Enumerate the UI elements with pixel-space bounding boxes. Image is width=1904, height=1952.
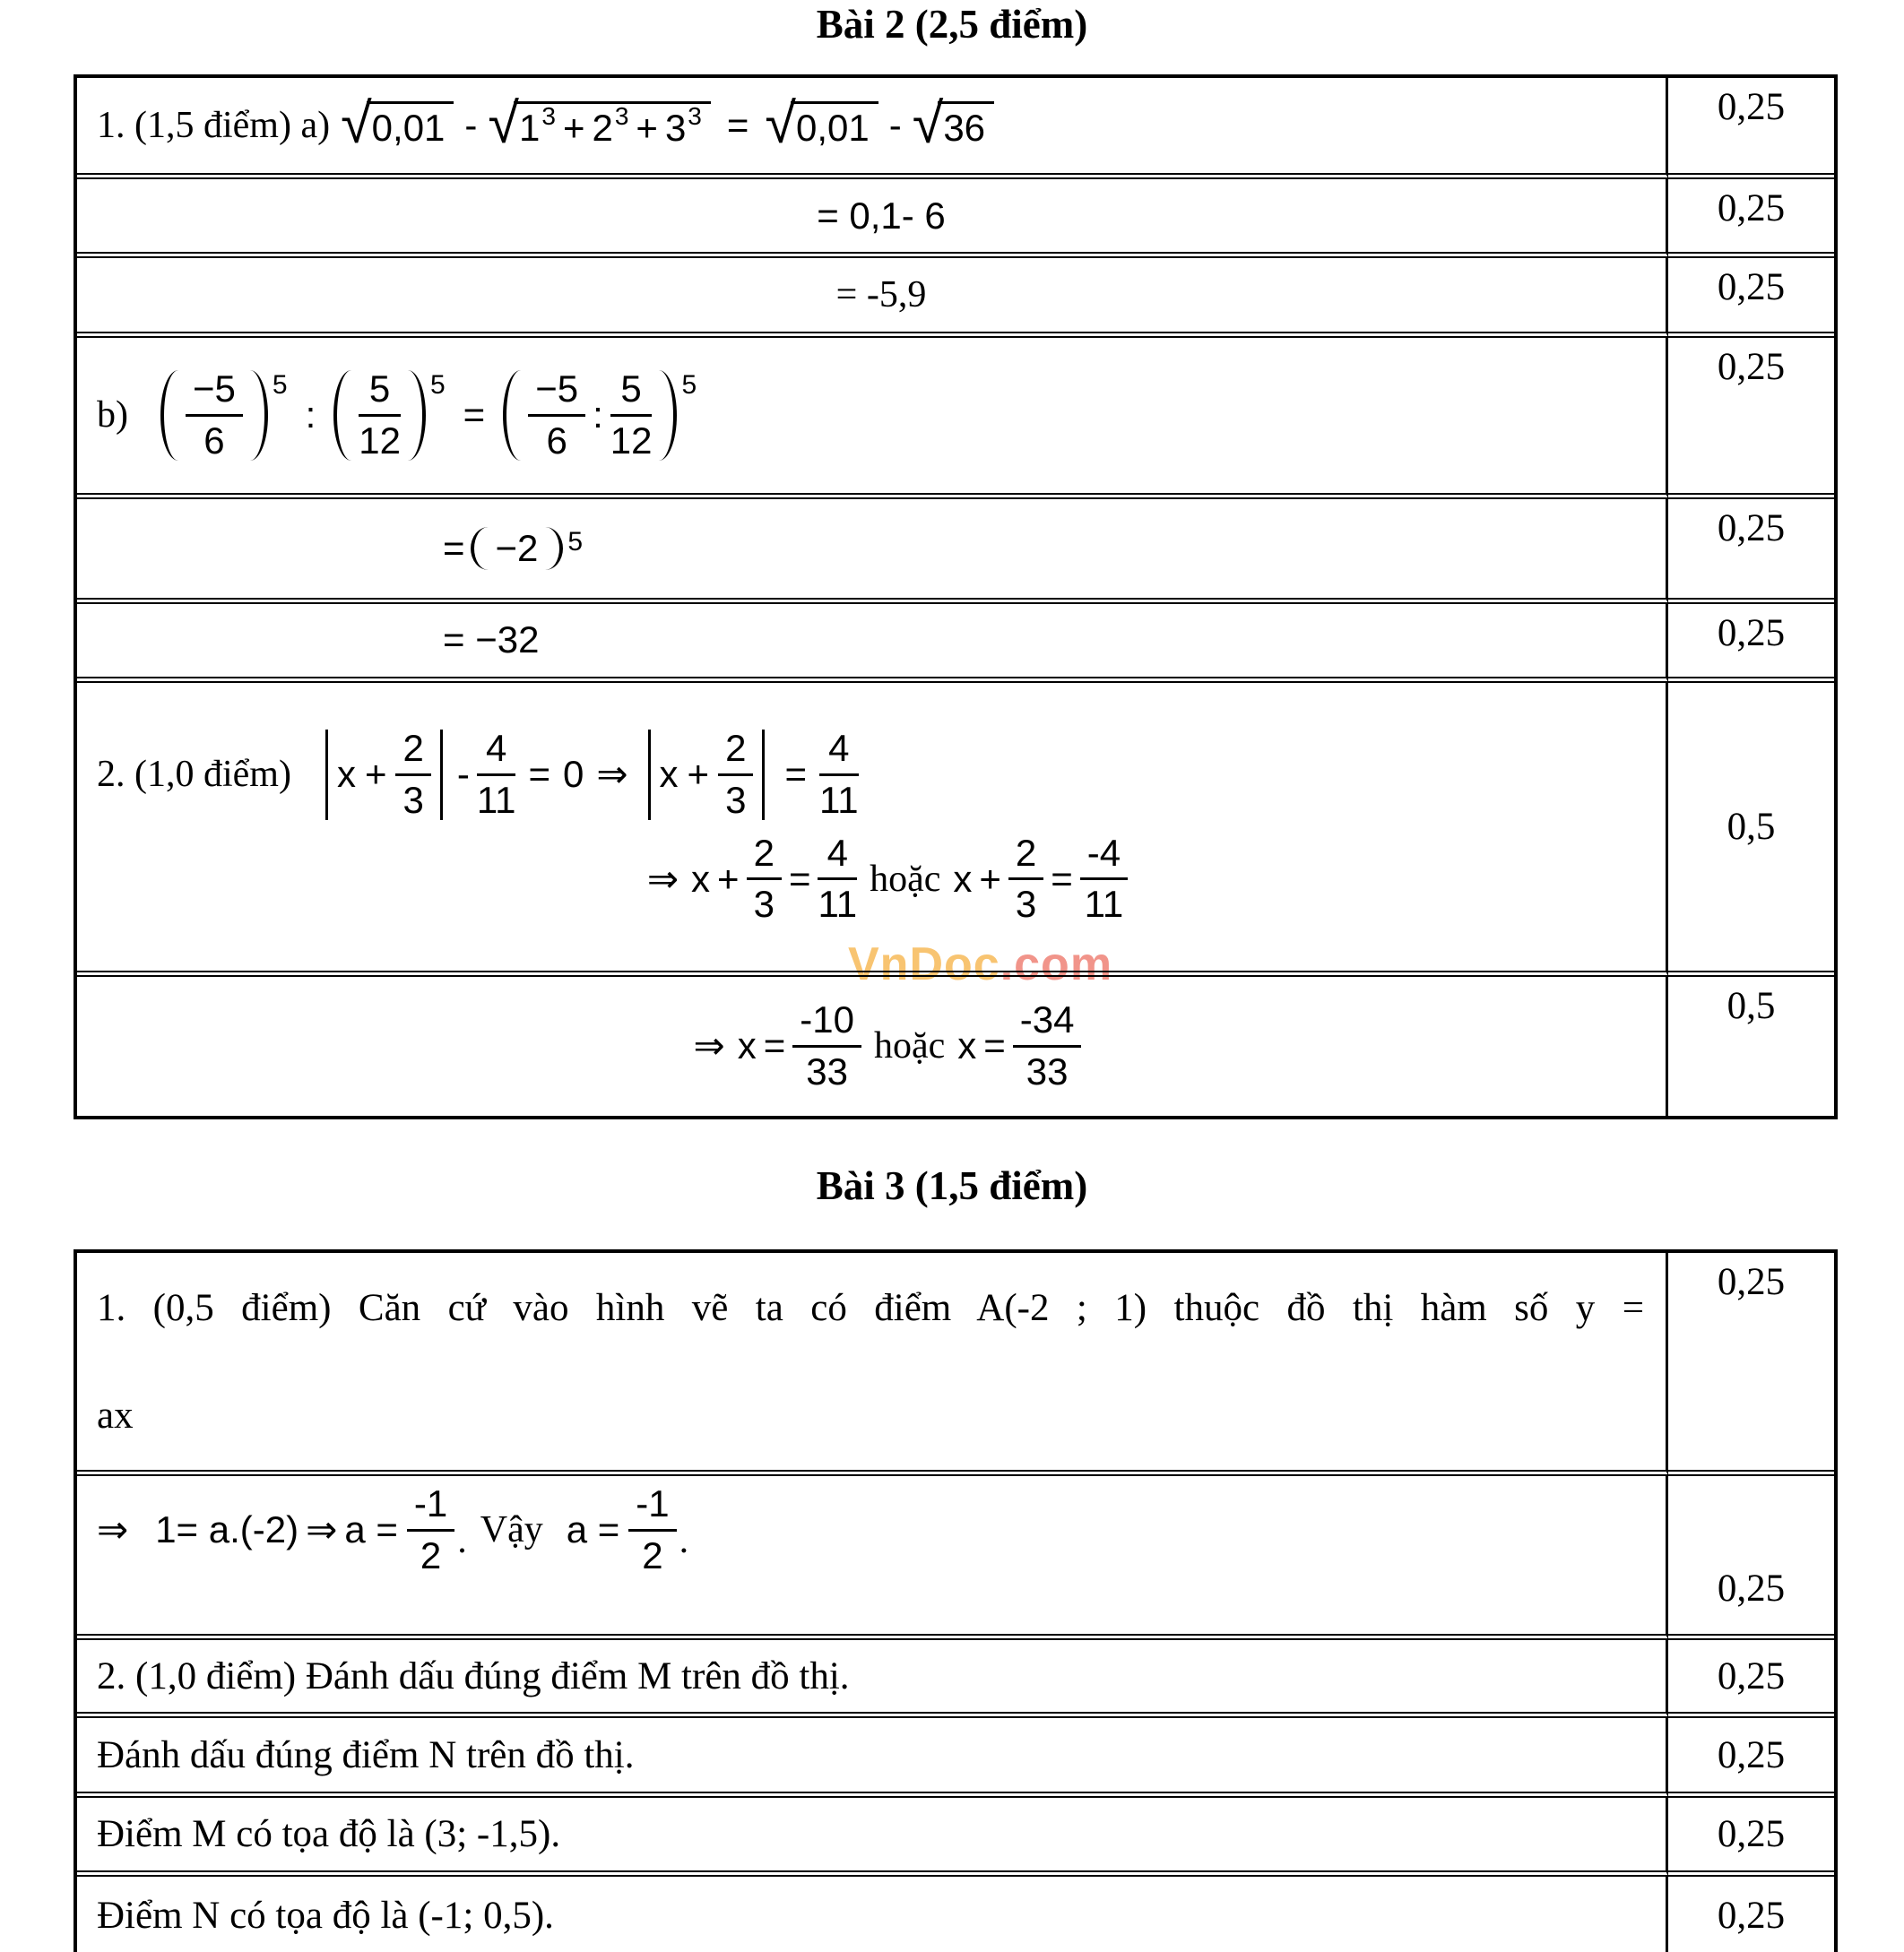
- math-line: [97, 1476, 1666, 1576]
- sqrt-expression: [912, 91, 994, 155]
- fraction-numerator: −5: [535, 367, 579, 410]
- score-cell: 0,25: [1668, 338, 1834, 499]
- math-line: [443, 618, 1666, 661]
- answer-text-line1: 1. (0,5 điểm) Căn cứ vào hình vẽ ta có điểm A(-2 ; 1) thuộc đồ thị hàm số y =: [97, 1287, 1644, 1329]
- math-line: [97, 726, 1666, 821]
- variable: x: [659, 753, 679, 796]
- fraction: [628, 1482, 676, 1576]
- plus-operator: +: [636, 106, 658, 149]
- fraction: [476, 726, 516, 821]
- fraction: [1013, 998, 1082, 1093]
- implies-arrow: ⇒: [646, 857, 679, 900]
- score-cell: 0,25: [1668, 499, 1834, 604]
- score-cell: 0,25: [1668, 1798, 1834, 1877]
- zero-value: 0: [562, 753, 584, 796]
- exponent: 3: [688, 101, 702, 130]
- fraction-denominator: 12: [359, 414, 401, 461]
- fraction-denominator: 3: [395, 773, 430, 820]
- fraction-numerator: 5: [620, 367, 642, 410]
- paren-group: [471, 527, 584, 570]
- divide-operator: :: [593, 393, 603, 436]
- minus-operator: -: [888, 103, 902, 146]
- answer-cell: [77, 977, 1668, 1116]
- table-row: [77, 1798, 1834, 1877]
- table-row: [77, 179, 1834, 258]
- score-cell: 0,25: [1668, 604, 1834, 683]
- answer-cell: Điểm N có tọa độ là (-1; 0,5).: [77, 1877, 1668, 1952]
- paren-group: [503, 367, 697, 462]
- bai2-answer-table: [74, 74, 1838, 1119]
- row-label: 1. (1,5 điểm) a): [97, 104, 331, 146]
- table-row: [77, 1253, 1834, 1476]
- implies-arrow: ⇒: [693, 1024, 725, 1067]
- fraction: [1080, 831, 1128, 926]
- abs-bar-icon: [762, 730, 765, 820]
- table-row: [77, 258, 1834, 338]
- answer-cell: [77, 1253, 1668, 1476]
- fraction-numerator: 4: [485, 726, 507, 769]
- abs-bar-icon: [325, 730, 328, 820]
- fraction-numerator: -10: [800, 998, 854, 1041]
- score-cell: 0,25: [1668, 1253, 1834, 1476]
- sqrt-expression: [341, 91, 454, 155]
- math-line: [97, 998, 1666, 1093]
- table-row: [77, 1640, 1834, 1718]
- table-row: [77, 78, 1834, 179]
- sqrt-expression: [488, 91, 710, 155]
- or-word: hoặc: [870, 858, 941, 900]
- equation-text: = -5,9: [835, 274, 927, 315]
- table-row: [77, 683, 1834, 977]
- radical-icon: √: [341, 91, 372, 155]
- equals-operator: =: [463, 393, 486, 436]
- row-label: 2. (1,0 điểm): [97, 754, 291, 796]
- table-row: [77, 604, 1834, 683]
- equals-operator: =: [983, 1024, 1006, 1067]
- math-line: [97, 367, 1666, 462]
- answer-cell: [77, 604, 1668, 683]
- fraction-numerator: -1: [413, 1482, 448, 1524]
- score-cell: 0,25: [1668, 78, 1834, 179]
- variable: x: [691, 857, 711, 900]
- math-line: [97, 91, 1666, 155]
- radical-icon: √: [488, 91, 519, 155]
- equation-text: a =: [344, 1508, 398, 1551]
- watermark-vndoc: VnDoc: [848, 938, 1000, 990]
- minus-operator: -: [464, 103, 478, 146]
- paren-group: [160, 367, 288, 462]
- group-exponent: 5: [681, 370, 697, 401]
- or-word: hoặc: [873, 1025, 946, 1067]
- equals-operator: =: [788, 857, 811, 900]
- answer-cell: [77, 338, 1668, 499]
- score-cell: 0,5: [1727, 985, 1776, 1027]
- fraction-denominator: 6: [186, 414, 243, 461]
- left-paren-icon: [160, 370, 178, 461]
- fraction-numerator: 5: [368, 367, 391, 410]
- abs-bar-icon: [648, 730, 651, 820]
- fraction-numerator: 4: [827, 831, 848, 874]
- fraction-denominator: 11: [819, 773, 859, 820]
- fraction-numerator: 4: [828, 726, 850, 769]
- radical-icon: √: [765, 91, 796, 155]
- fraction: [792, 998, 861, 1093]
- variable: x: [336, 753, 356, 796]
- answer-cell: [77, 78, 1668, 179]
- table-row: [77, 1476, 1834, 1640]
- answer-text-line2: ax: [97, 1395, 134, 1437]
- left-paren-icon: [333, 370, 351, 461]
- fraction-denominator: 11: [477, 773, 516, 820]
- base-value: −2: [495, 526, 539, 569]
- abs-bar-icon: [440, 730, 443, 820]
- plus-operator: +: [717, 857, 740, 900]
- fraction-numerator: -1: [636, 1482, 670, 1524]
- answer-cell: [77, 683, 1668, 977]
- equation-text: = −32: [443, 618, 540, 661]
- equals-operator: =: [443, 526, 465, 569]
- exponent: 3: [541, 101, 556, 130]
- sqrt-expression: [765, 91, 878, 155]
- bai2-title: Bài 2 (2,5 điểm): [816, 2, 1088, 47]
- equation-text: a =: [566, 1508, 620, 1551]
- period: .: [679, 1520, 689, 1562]
- fraction: [610, 367, 653, 462]
- right-paren-icon: [545, 527, 563, 570]
- abs-group: [325, 726, 443, 821]
- term: 3: [664, 106, 687, 149]
- radicand: 0,01: [367, 101, 454, 150]
- fraction-denominator: 11: [818, 877, 857, 924]
- right-paren-icon: [659, 370, 677, 461]
- fraction-denominator: 33: [792, 1045, 861, 1092]
- group-exponent: 5: [272, 370, 288, 401]
- equation-text: 1= a.(-2): [155, 1508, 299, 1551]
- equals-operator: =: [528, 753, 550, 796]
- fraction-numerator: −5: [193, 367, 236, 410]
- fraction-numerator: 2: [1015, 831, 1037, 874]
- answer-cell: Điểm M có tọa độ là (3; -1,5).: [77, 1798, 1668, 1877]
- fraction-denominator: 12: [610, 414, 653, 461]
- group-exponent: 5: [567, 526, 584, 557]
- bai3-answer-table: [74, 1249, 1838, 1952]
- row-label: b): [97, 394, 128, 436]
- score-cell: 0,25: [1668, 258, 1834, 338]
- score-cell: 0,25: [1717, 1895, 1786, 1937]
- fraction-numerator: -34: [1019, 998, 1075, 1041]
- fraction-denominator: 3: [747, 877, 782, 924]
- divide-operator: :: [305, 393, 316, 436]
- left-paren-icon: [471, 527, 489, 570]
- score-cell: 0,25: [1668, 1640, 1834, 1718]
- score-cell: 0,25: [1668, 1476, 1834, 1640]
- period: .: [457, 1520, 467, 1562]
- radicand: 0,01: [791, 101, 878, 150]
- fraction-denominator: 2: [407, 1529, 454, 1576]
- table-row: [77, 338, 1834, 499]
- fraction: [818, 726, 859, 821]
- plus-operator: +: [979, 857, 1001, 900]
- table-row: [77, 499, 1834, 604]
- fraction-denominator: 2: [628, 1529, 676, 1576]
- answer-cell: [77, 1476, 1668, 1640]
- term: 1: [519, 106, 541, 149]
- fraction-denominator: 33: [1013, 1045, 1082, 1092]
- group-exponent: 5: [429, 370, 446, 401]
- bai3-title: Bài 3 (1,5 điểm): [816, 1163, 1088, 1208]
- variable: x: [957, 1024, 977, 1067]
- fraction: [1008, 831, 1043, 926]
- fraction-numerator: 2: [753, 831, 775, 874]
- fraction-numerator: -4: [1086, 831, 1121, 874]
- table-row: [77, 1877, 1834, 1952]
- answer-cell: Đánh dấu đúng điểm N trên đồ thị.: [77, 1718, 1668, 1798]
- vay-word: Vậy: [480, 1509, 543, 1551]
- equals-operator: =: [726, 103, 749, 146]
- fraction-numerator: 2: [402, 726, 424, 769]
- two-line-solution: [97, 726, 1666, 926]
- math-line: [97, 831, 1666, 926]
- radical-icon: √: [912, 91, 944, 155]
- implies-arrow: ⇒: [97, 1508, 129, 1551]
- plus-operator: +: [562, 106, 585, 149]
- plus-operator: +: [687, 753, 710, 796]
- fraction-denominator: 11: [1080, 877, 1128, 924]
- right-paren-icon: [408, 370, 426, 461]
- abs-group: [648, 726, 766, 821]
- equals-operator: =: [784, 753, 807, 796]
- table-row: [77, 1718, 1834, 1798]
- score-cell: 0,25: [1668, 1718, 1834, 1798]
- term: 2: [592, 106, 613, 149]
- left-paren-icon: [503, 370, 521, 461]
- fraction: [528, 367, 585, 462]
- paren-group: [333, 367, 446, 462]
- fraction-denominator: 6: [528, 414, 585, 461]
- answer-cell: [77, 179, 1668, 258]
- fraction: [407, 1482, 454, 1576]
- math-line: [443, 527, 1666, 570]
- fraction-denominator: 3: [1008, 877, 1043, 924]
- watermark-com: .com: [1000, 938, 1113, 990]
- score-cell: 0,5: [1668, 683, 1834, 977]
- variable: x: [953, 857, 973, 900]
- radicand: [514, 101, 711, 150]
- plus-operator: +: [364, 753, 387, 796]
- fraction: [818, 831, 858, 926]
- equation-text: = 0,1- 6: [817, 194, 946, 237]
- implies-arrow: ⇒: [306, 1508, 338, 1551]
- answer-cell: 2. (1,0 điểm) Đánh dấu đúng điểm M trên đồ thị.: [77, 1640, 1668, 1718]
- table-row: [77, 977, 1834, 1116]
- answer-cell: [77, 499, 1668, 604]
- fraction: [186, 367, 243, 462]
- fraction-numerator: 2: [725, 726, 747, 769]
- answer-cell: [77, 258, 1668, 338]
- minus-operator: -: [456, 753, 470, 796]
- right-paren-icon: [250, 370, 268, 461]
- fraction: [395, 726, 430, 821]
- fraction: [359, 367, 401, 462]
- exponent: 3: [614, 101, 629, 130]
- radicand: 36: [938, 101, 994, 150]
- score-cell: 0,25: [1668, 179, 1834, 258]
- fraction: [718, 726, 753, 821]
- fraction-denominator: 3: [718, 773, 753, 820]
- equals-operator: =: [763, 1024, 786, 1067]
- equals-operator: =: [1051, 857, 1073, 900]
- variable: x: [737, 1024, 757, 1067]
- implies-arrow: ⇒: [596, 753, 628, 796]
- fraction: [747, 831, 782, 926]
